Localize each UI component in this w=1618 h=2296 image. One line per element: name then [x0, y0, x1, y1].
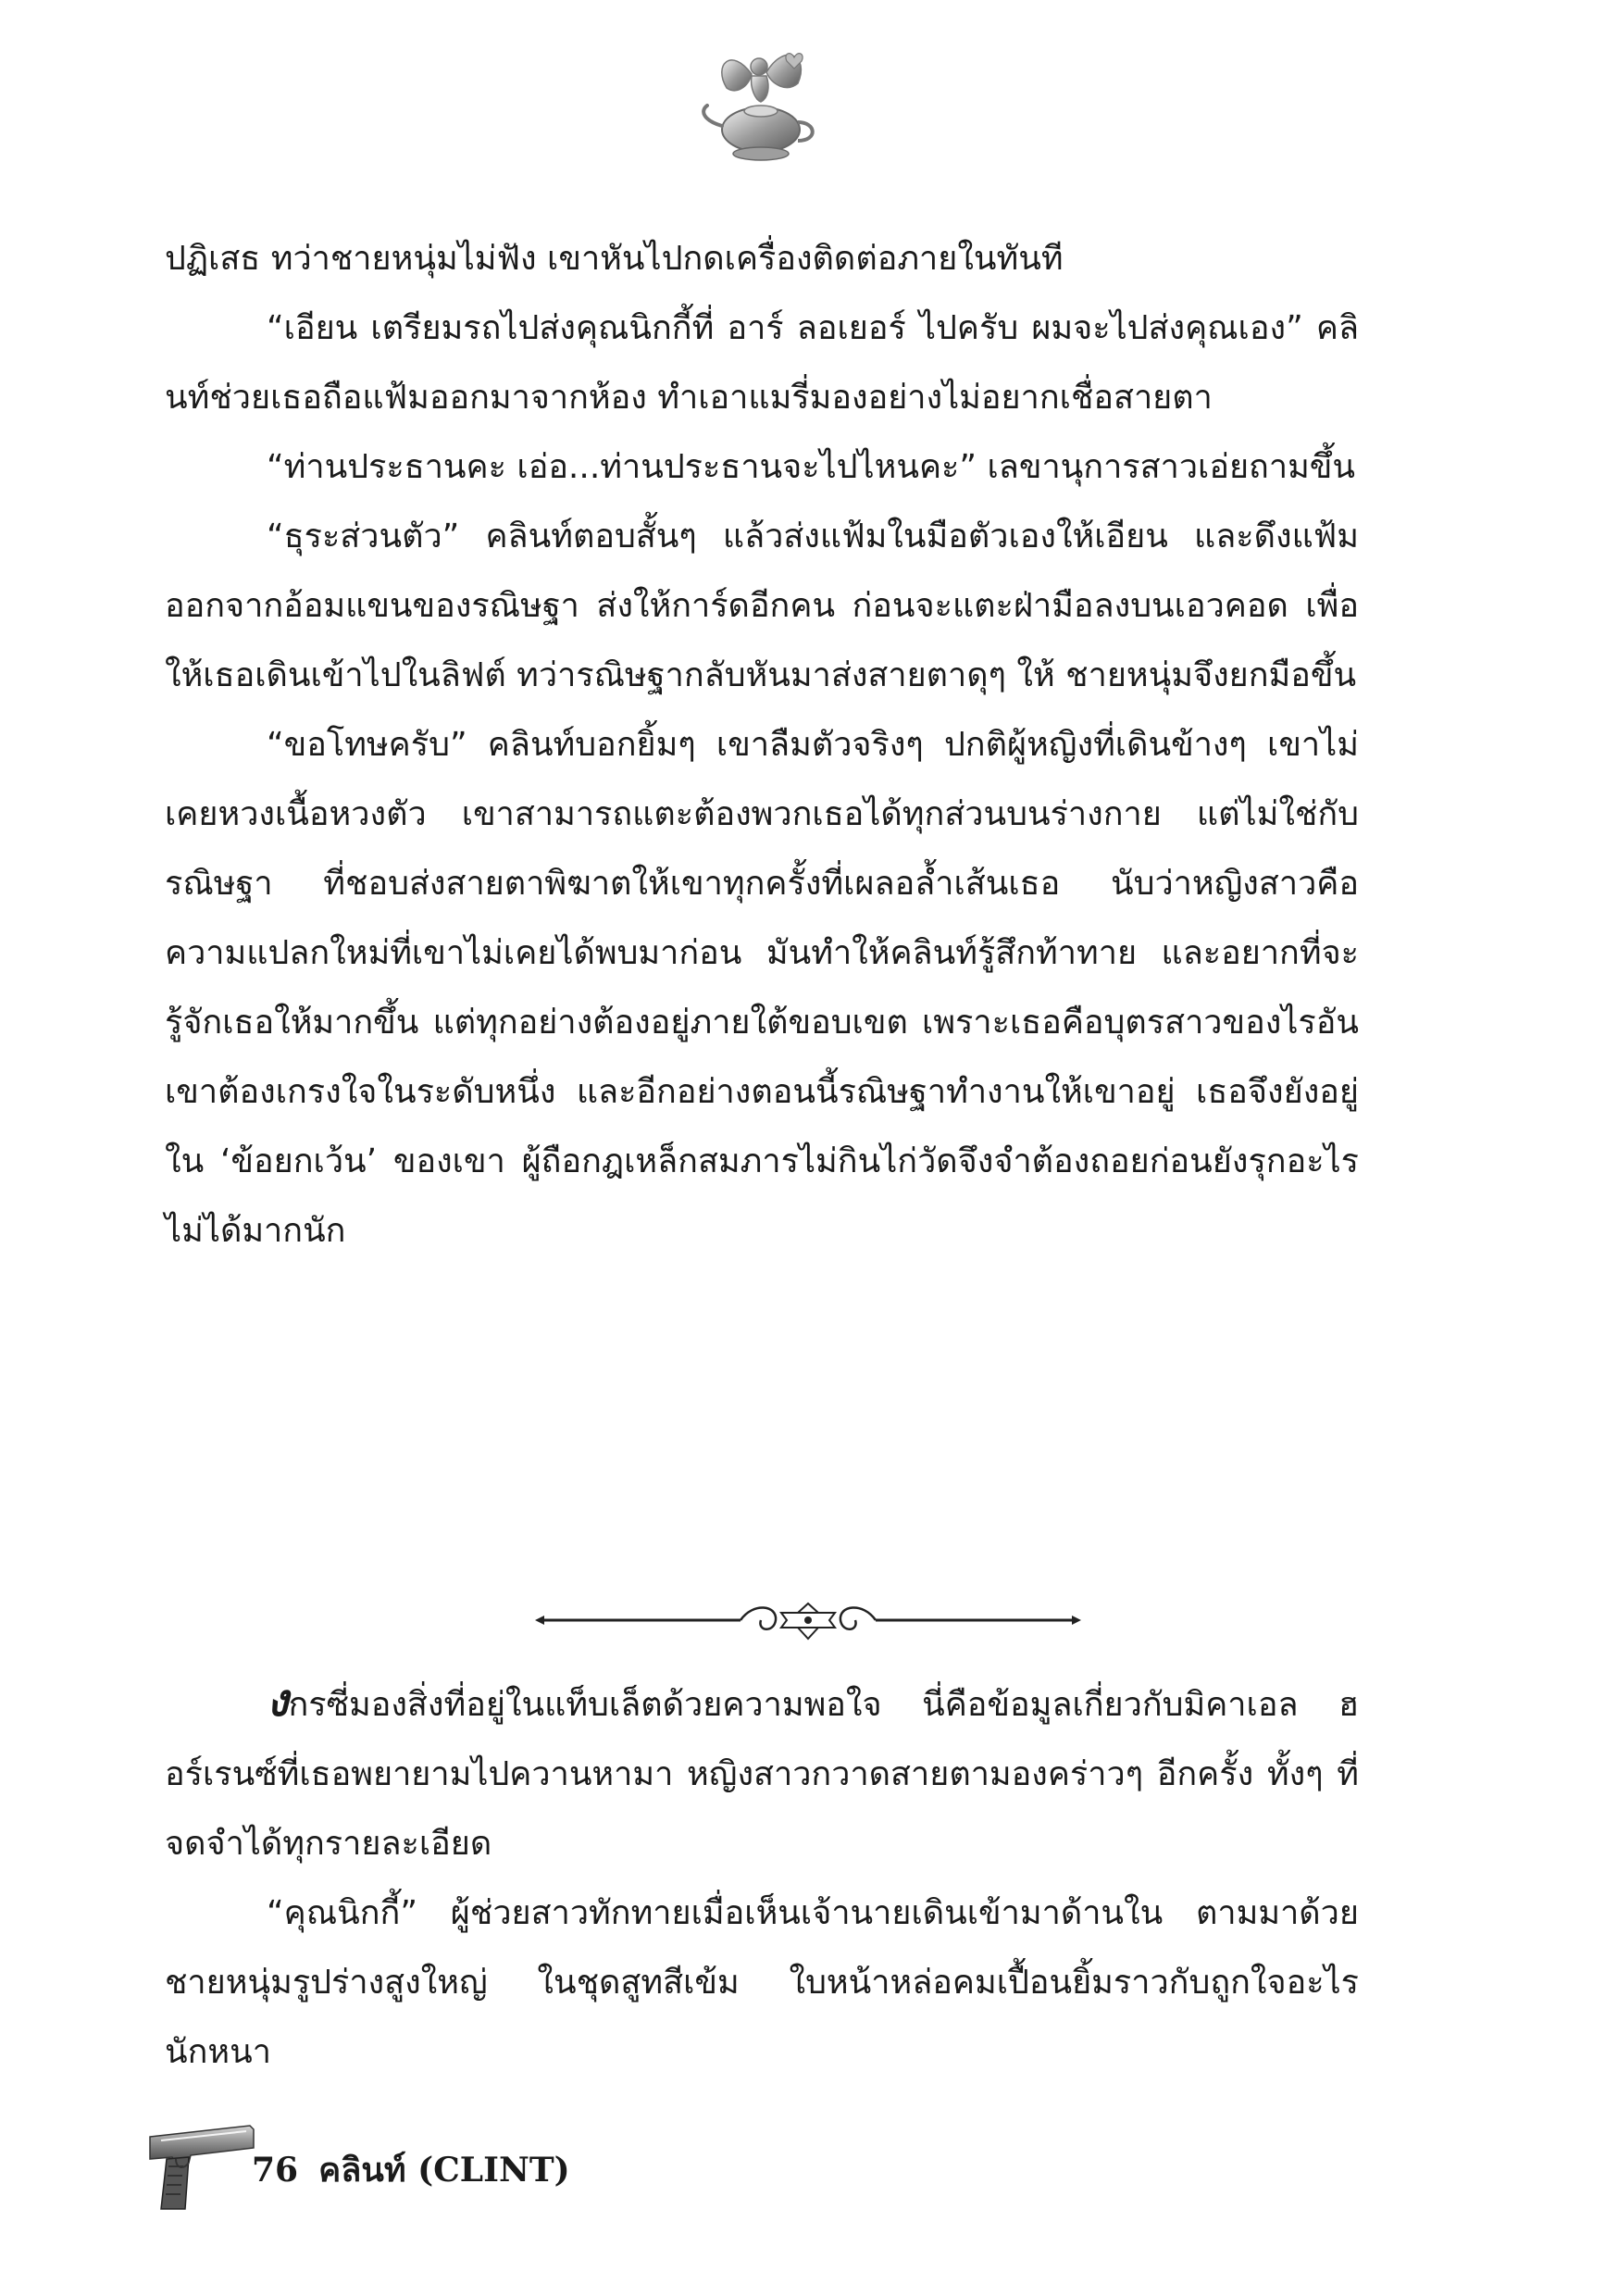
page-footer — [148, 2120, 796, 2222]
body-text-bottom — [165, 1666, 1359, 2087]
paragraph: “เอียน เตรียมรถไปส่งคุณนิกกี้ที่ อาร์ ลอเยอร์ ไปครับ ผมจะไปส่งคุณเอง” คลินท์ช่วยเธอถือแฟ้มออกมาจากห้อง ทำเอาแมรี่มองอย่างไม่อยากเชื่อสายตา — [165, 309, 1359, 417]
body-text-top — [165, 224, 1359, 1266]
paragraph: “ธุระส่วนตัว” คลินท์ตอบสั้นๆ แล้วส่งแฟ้มในมือตัวเองให้เอียน และดึงแฟ้มออกจากอ้อมแขนของรณิษฐา ส่งให้การ์ดอีกคน ก่อนจะแตะฝ่ามือลงบนเอวคอด เพื่อให้เธอเดินเข้าไปในลิฟต์ ทว่ารณิษฐากลับหันมาส่งสายตาดุๆ ให้ ชายหนุ่มจึงยกมือขึ้น — [165, 518, 1359, 694]
paragraph-text: กรซี่มองสิ่งที่อยู่ในแท็บเล็ตด้วยความพอใจ นี่คือข้อมูลเกี่ยวกับมิคาเอล ฮอร์เรนซ์ที่เธอพยายามไปควานหามา หญิงสาวกวาดสายตามองคร่าวๆ อีกครั้ง ทั้งๆ ที่จดจำได้ทุกรายละเอียด — [165, 1686, 1359, 1863]
scroll-flourish-divider-icon — [535, 1592, 1081, 1648]
teapot-cupid-ornament-icon — [694, 37, 824, 176]
pistol-icon — [148, 2120, 259, 2213]
footer-label — [252, 2150, 570, 2190]
paragraph: ปฏิเสธ ทว่าชายหนุ่มไม่ฟัง เขาหันไปกดเครื่องติดต่อภายในทันที — [165, 240, 1064, 278]
paragraph-with-initial — [165, 1666, 1359, 1878]
paragraph: “ท่านประธานคะ เอ่อ...ท่านประธานจะไปไหนคะ” เลขานุการสาวเอ่ยถามขึ้น — [267, 448, 1356, 486]
paragraph: “คุณนิกกี้” ผู้ช่วยสาวทักทายเมื่อเห็นเจ้านายเดินเข้ามาด้านใน ตามมาด้วยชายหนุ่มรูปร่างสูงใหญ่ ในชุดสูทสีเข้ม ใบหน้าหล่อคมเปื้อนยิ้มราวกับถูกใจอะไรนักหนา — [165, 1894, 1359, 2071]
page-number: 76 — [252, 2151, 299, 2190]
book-title: คลินท์ (CLINT) — [318, 2151, 570, 2190]
paragraph: “ขอโทษครับ” คลินท์บอกยิ้มๆ เขาลืมตัวจริงๆ ปกติผู้หญิงที่เดินข้างๆ เขาไม่เคยหวงเนื้อหวงตัว เขาสามารถแตะต้องพวกเธอได้ทุกส่วนบนร่างกาย แต่ไม่ใช่กับรณิษฐา ที่ชอบส่งสายตาพิฆาตให้เขาทุกครั้งที่เผลอล้ำเส้นเธอ นับว่าหญิงสาวคือความแปลกใหม่ที่เขาไม่เคยได้พบมาก่อน มันทำให้คลินท์รู้สึกท้าทาย และอยากที่จะรู้จักเธอให้มากขึ้น แต่ทุกอย่างต้องอยู่ภายใต้ขอบเขต เพราะเธอคือบุตรสาวของไรอัน เขาต้องเกรงใจในระดับหนึ่ง และอีกอย่างตอนนี้รณิษฐาทำงานให้เขาอยู่ เธอจึงยังอยู่ใน ‘ข้อยกเว้น’ ของเขา ผู้ถือกฎเหล็กสมภารไม่กินไก่วัดจึงจำต้องถอยก่อนยังรุกอะไรไม่ได้มากนัก — [165, 726, 1359, 1250]
drop-initial: ง — [267, 1675, 289, 1727]
